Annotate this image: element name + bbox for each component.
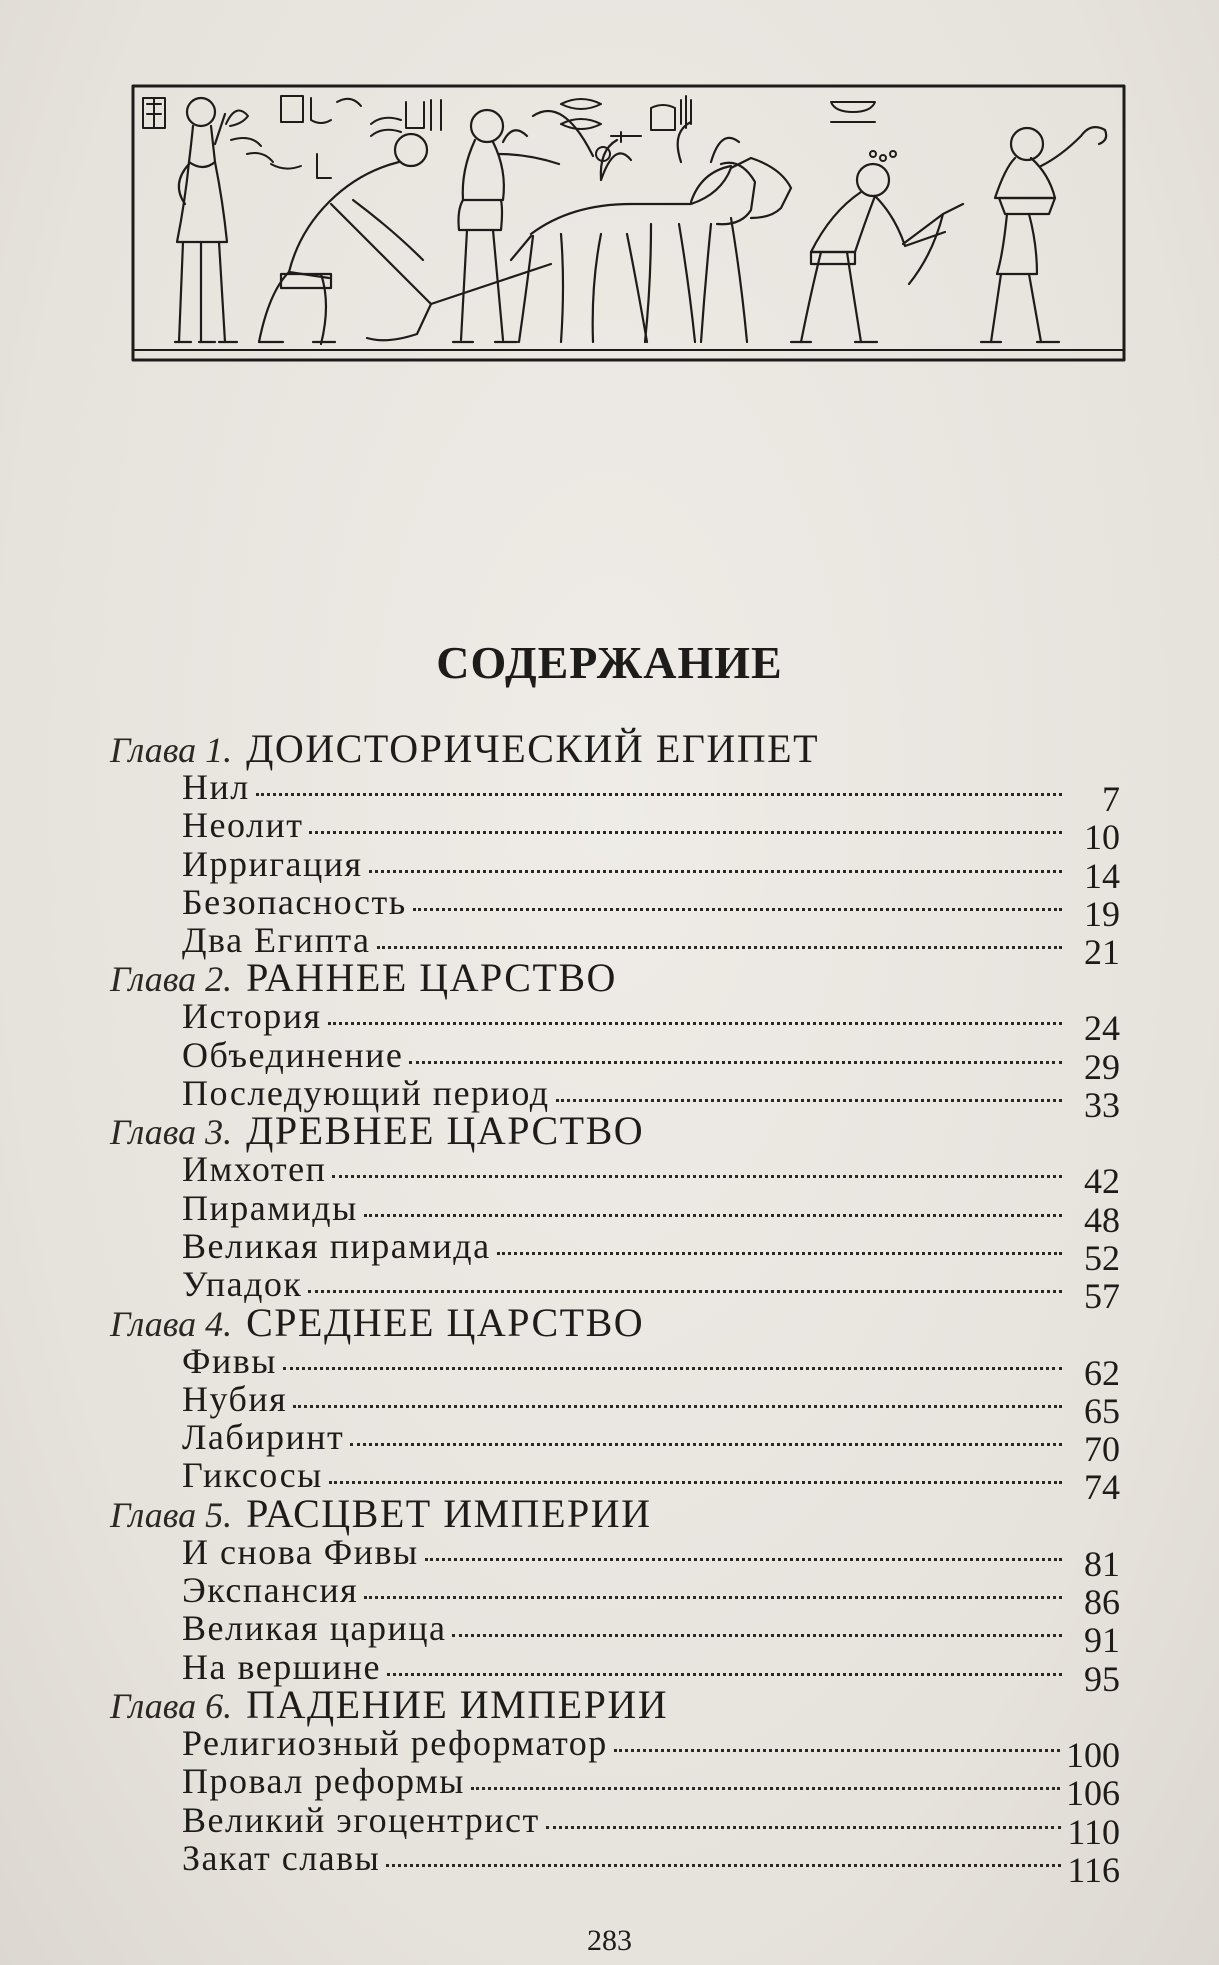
entry-name: Великая пирамида bbox=[182, 1225, 491, 1266]
entry-name: Гиксосы bbox=[182, 1455, 323, 1496]
entry-name: И снова Фивы bbox=[182, 1531, 419, 1572]
entry-name: Неолит bbox=[182, 805, 304, 846]
entry-name: Упадок bbox=[182, 1264, 303, 1305]
toc-entry[interactable] bbox=[110, 1799, 1120, 1852]
dot-leader bbox=[369, 870, 1062, 873]
entry-page-number: 24 bbox=[1084, 1008, 1120, 1049]
toc-entry[interactable] bbox=[110, 805, 1120, 858]
entry-name: Экспансия bbox=[182, 1570, 359, 1611]
entry-name: Ирригация bbox=[182, 843, 363, 884]
toc-entry[interactable] bbox=[110, 920, 1120, 973]
toc-entry[interactable] bbox=[110, 1149, 1120, 1202]
dot-leader bbox=[293, 1405, 1062, 1408]
dot-leader bbox=[452, 1634, 1062, 1637]
entry-page-number: 70 bbox=[1084, 1429, 1120, 1470]
toc-entry[interactable] bbox=[110, 1187, 1120, 1240]
dot-leader bbox=[425, 1558, 1062, 1561]
chapter-heading[interactable] bbox=[110, 1299, 1120, 1345]
toc-entry[interactable] bbox=[110, 1531, 1120, 1584]
entry-name: История bbox=[182, 996, 322, 1037]
chapter-label: Глава 5. bbox=[110, 1494, 233, 1535]
entry-page-number: 33 bbox=[1084, 1085, 1120, 1126]
entry-name: Фивы bbox=[182, 1340, 277, 1381]
chapter-title: ПАДЕНИЕ ИМПЕРИИ bbox=[246, 1681, 669, 1727]
entry-page-number: 57 bbox=[1084, 1276, 1120, 1317]
chapter-title: СРЕДНЕЕ ЦАРСТВО bbox=[246, 1299, 645, 1345]
toc-entry[interactable] bbox=[110, 1340, 1120, 1393]
dot-leader bbox=[332, 1175, 1062, 1178]
chapter-heading[interactable] bbox=[110, 726, 1120, 771]
entry-name: Нил bbox=[182, 767, 250, 807]
toc-entry[interactable] bbox=[110, 1455, 1120, 1508]
entry-name: Безопасность bbox=[182, 881, 407, 922]
dot-leader bbox=[308, 1290, 1062, 1293]
entry-page-number: 86 bbox=[1084, 1582, 1120, 1623]
toc-entry[interactable] bbox=[110, 1761, 1120, 1814]
toc-entry[interactable] bbox=[110, 1073, 1120, 1126]
dot-leader bbox=[377, 946, 1063, 949]
entry-name: Пирамиды bbox=[182, 1187, 358, 1228]
chapter-heading[interactable] bbox=[110, 955, 1120, 1001]
chapter-label: Глава 2. bbox=[110, 959, 233, 1000]
toc-entry[interactable] bbox=[110, 843, 1120, 896]
toc-entry[interactable] bbox=[110, 1034, 1120, 1087]
toc-entry[interactable] bbox=[110, 1264, 1120, 1317]
chapter-label: Глава 3. bbox=[110, 1112, 233, 1153]
entry-name: Последующий период bbox=[182, 1073, 550, 1114]
toc-entry[interactable] bbox=[110, 1646, 1120, 1699]
page-title: СОДЕРЖАНИЕ bbox=[436, 637, 783, 688]
entry-page-number: 65 bbox=[1084, 1390, 1120, 1431]
chapter-title: ДОИСТОРИЧЕСКИЙ ЕГИПЕТ bbox=[246, 726, 820, 771]
chapter-title: РАННЕЕ ЦАРСТВО bbox=[246, 955, 617, 1001]
dot-leader bbox=[364, 1214, 1062, 1217]
entry-page-number: 62 bbox=[1084, 1352, 1120, 1393]
dot-leader bbox=[364, 1596, 1062, 1599]
toc-entry[interactable] bbox=[110, 1417, 1120, 1470]
chapter-title: ДРЕВНЕЕ ЦАРСТВО bbox=[246, 1108, 645, 1154]
entry-page-number: 42 bbox=[1084, 1161, 1120, 1202]
dot-leader bbox=[546, 1826, 1062, 1829]
egyptian-frieze-illustration bbox=[131, 84, 1126, 362]
entry-name: Великая царица bbox=[182, 1608, 447, 1649]
entry-page-number: 10 bbox=[1084, 817, 1120, 858]
toc-entry[interactable] bbox=[110, 1225, 1120, 1278]
entry-page-number: 81 bbox=[1084, 1543, 1120, 1584]
dot-leader bbox=[256, 793, 1062, 796]
toc-entry[interactable] bbox=[110, 767, 1120, 819]
entry-page-number: 52 bbox=[1084, 1237, 1120, 1278]
toc-entry[interactable] bbox=[110, 1722, 1120, 1775]
dot-leader bbox=[328, 1022, 1062, 1025]
entry-name: Закат славы bbox=[182, 1837, 381, 1878]
entry-page-number: 19 bbox=[1084, 893, 1120, 934]
entry-page-number: 91 bbox=[1084, 1620, 1120, 1661]
dot-leader bbox=[283, 1367, 1062, 1370]
entry-name: Объединение bbox=[182, 1034, 404, 1075]
dot-leader bbox=[387, 1673, 1062, 1676]
entry-name: Религиозный реформатор bbox=[182, 1722, 608, 1763]
entry-page-number: 7 bbox=[1102, 779, 1120, 819]
dot-leader bbox=[471, 1787, 1060, 1790]
toc-entry[interactable] bbox=[110, 1570, 1120, 1623]
chapter-heading[interactable] bbox=[110, 1108, 1120, 1154]
toc-entry[interactable] bbox=[110, 881, 1120, 934]
toc-entry[interactable] bbox=[110, 996, 1120, 1049]
chapter-heading[interactable] bbox=[110, 1490, 1120, 1536]
entry-page-number: 110 bbox=[1067, 1811, 1120, 1852]
chapter-label: Глава 6. bbox=[110, 1685, 233, 1726]
dot-leader bbox=[386, 1864, 1061, 1867]
toc-entry[interactable] bbox=[110, 1378, 1120, 1431]
toc-entry[interactable] bbox=[110, 1837, 1120, 1890]
entry-page-number: 100 bbox=[1066, 1734, 1120, 1775]
chapter-label: Глава 1. bbox=[110, 730, 233, 770]
dot-leader bbox=[614, 1749, 1060, 1752]
entry-page-number: 116 bbox=[1067, 1849, 1120, 1890]
entry-page-number: 74 bbox=[1084, 1467, 1120, 1508]
entry-page-number: 106 bbox=[1066, 1773, 1120, 1814]
dot-leader bbox=[556, 1099, 1062, 1102]
entry-name: Великий эгоцентрист bbox=[182, 1799, 540, 1840]
entry-page-number: 29 bbox=[1084, 1046, 1120, 1087]
entry-page-number: 95 bbox=[1084, 1658, 1120, 1699]
chapter-heading[interactable] bbox=[110, 1681, 1120, 1727]
dot-leader bbox=[350, 1443, 1062, 1446]
entry-name: Два Египта bbox=[182, 920, 371, 961]
toc-entry[interactable] bbox=[110, 1608, 1120, 1661]
page-number: 283 bbox=[587, 1924, 632, 1957]
entry-name: Лабиринт bbox=[182, 1417, 345, 1458]
chapter-title: РАСЦВЕТ ИМПЕРИИ bbox=[246, 1490, 652, 1536]
dot-leader bbox=[413, 908, 1062, 911]
entry-page-number: 48 bbox=[1084, 1199, 1120, 1240]
entry-name: На вершине bbox=[182, 1646, 381, 1687]
entry-page-number: 21 bbox=[1084, 932, 1120, 973]
dot-leader bbox=[329, 1481, 1062, 1484]
dot-leader bbox=[409, 1061, 1062, 1064]
entry-name: Провал реформы bbox=[182, 1761, 465, 1802]
dot-leader bbox=[309, 831, 1062, 834]
dot-leader bbox=[497, 1252, 1062, 1255]
entry-page-number: 14 bbox=[1084, 855, 1120, 896]
table-of-contents bbox=[110, 726, 1120, 1890]
entry-name: Имхотеп bbox=[182, 1149, 327, 1190]
chapter-label: Глава 4. bbox=[110, 1303, 233, 1344]
entry-name: Нубия bbox=[182, 1378, 288, 1419]
